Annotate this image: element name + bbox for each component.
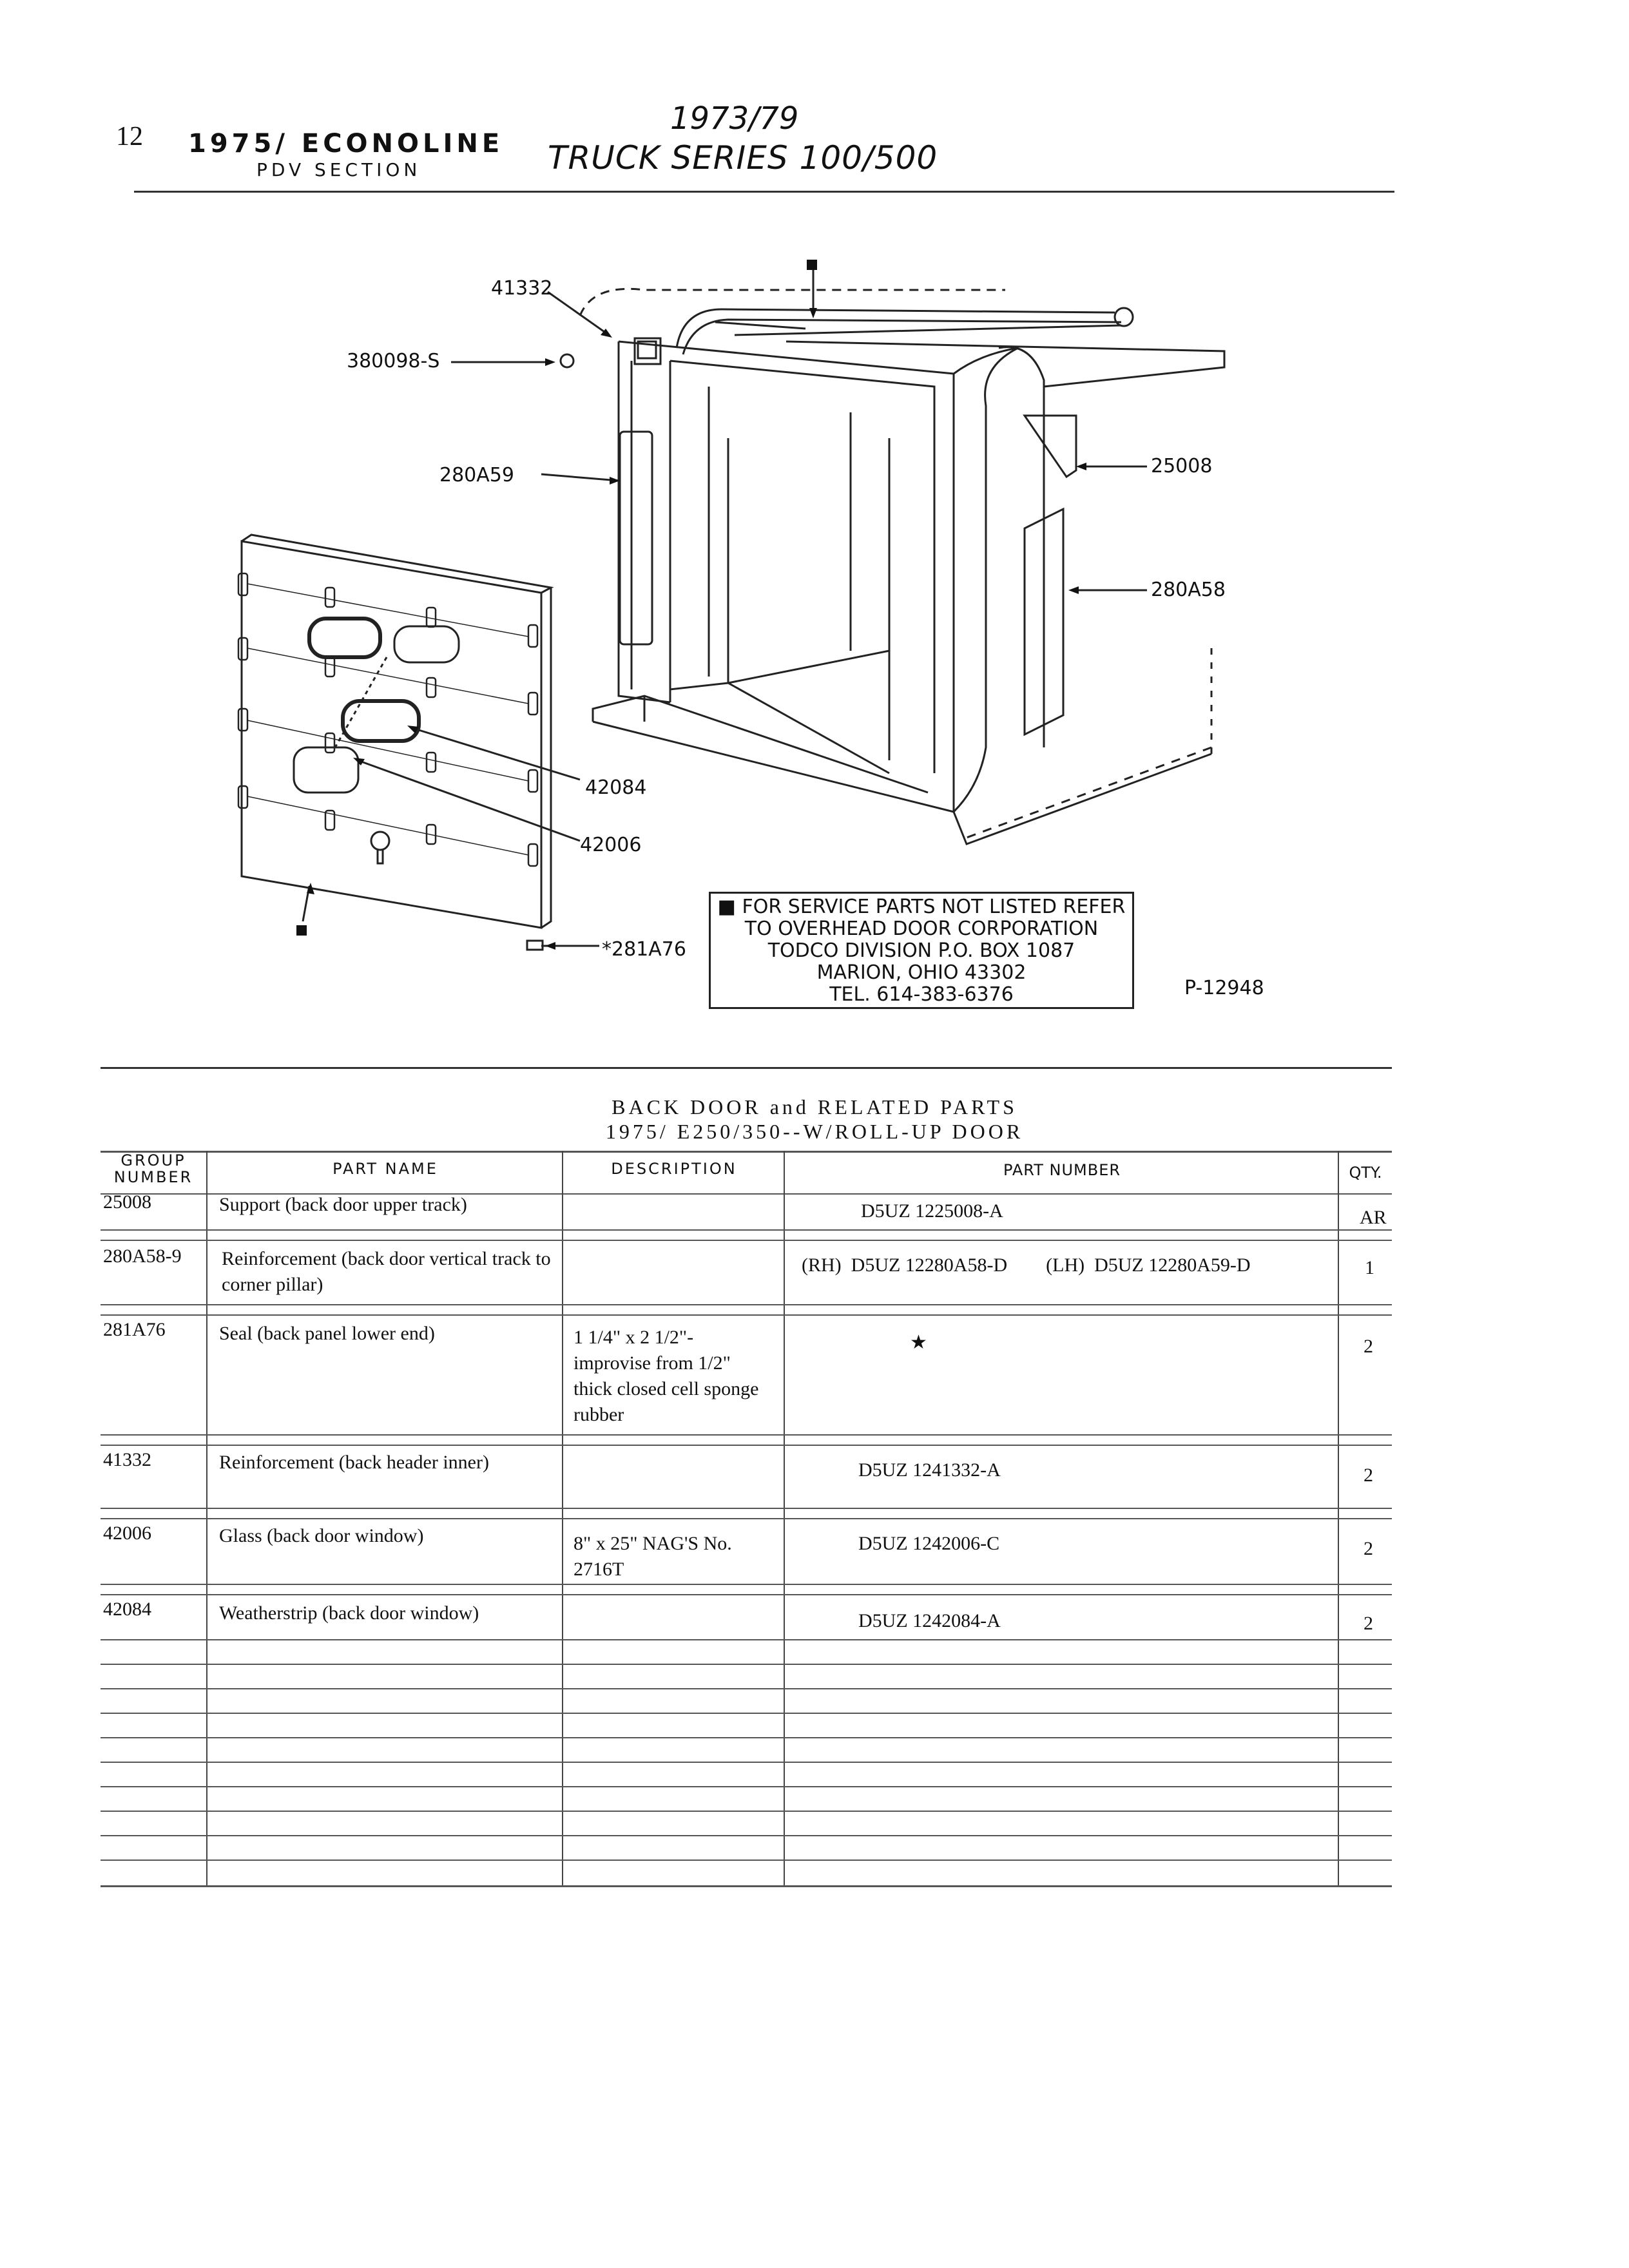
empty-row-rule xyxy=(101,1688,1392,1689)
table-top-rule xyxy=(101,1151,1392,1153)
empty-row-rule xyxy=(101,1737,1392,1738)
row-rule xyxy=(101,1594,1392,1595)
row-3-part-number: ★ xyxy=(910,1332,927,1353)
header-rule xyxy=(134,191,1394,193)
row-rule xyxy=(101,1304,1392,1305)
empty-row-rule xyxy=(101,1860,1392,1861)
row-4-name: Reinforcement (back header inner) xyxy=(219,1452,489,1473)
header-group-number: GROUP NUMBER xyxy=(113,1151,193,1186)
row-1-name: Support (back door upper track) xyxy=(219,1194,467,1215)
row-4-qty: 2 xyxy=(1364,1465,1373,1486)
row-1-qty: AR xyxy=(1360,1207,1387,1228)
empty-row-rule xyxy=(101,1713,1392,1714)
row-5-part-number: D5UZ 1242006-C xyxy=(858,1533,1000,1554)
row-2-qty: 1 xyxy=(1365,1257,1374,1278)
row-5-group: 42006 xyxy=(103,1523,151,1544)
publication-title: 1975/ ECONOLINE xyxy=(188,129,504,159)
row-3-name: Seal (back panel lower end) xyxy=(219,1323,435,1344)
callout-42084: 42084 xyxy=(585,776,647,799)
callout-280a58: 280A58 xyxy=(1151,579,1226,601)
header-part-number: PART NUMBER xyxy=(1003,1161,1121,1179)
empty-row-rule xyxy=(101,1786,1392,1787)
header-qty: QTY. xyxy=(1349,1164,1382,1182)
header-description: DESCRIPTION xyxy=(611,1160,737,1178)
row-5-qty: 2 xyxy=(1364,1538,1373,1559)
note-line-5: TEL. 614-383-6376 xyxy=(829,983,1014,1006)
row-3-description: 1 1/4" x 2 1/2"- improvise from 1/2" thick closed cell sponge rubber xyxy=(574,1327,759,1425)
row-rule xyxy=(101,1229,1392,1231)
row-3-qty: 2 xyxy=(1364,1336,1373,1357)
row-rule xyxy=(101,1584,1392,1585)
truck-series: TRUCK SERIES 100/500 xyxy=(548,139,938,177)
row-rule xyxy=(101,1240,1392,1241)
callout-281a76 xyxy=(602,938,686,961)
row-rule xyxy=(101,1518,1392,1519)
note-line-4: MARION, OHIO 43302 xyxy=(816,961,1027,984)
note-line-3: TODCO DIVISION P.O. BOX 1087 xyxy=(767,939,1075,962)
table-subtitle: 1975/ E250/350--W/ROLL-UP DOOR xyxy=(605,1120,1024,1143)
empty-row-rule xyxy=(101,1762,1392,1763)
star-icon: * xyxy=(602,938,612,961)
row-1-part-number: D5UZ 1225008-A xyxy=(861,1200,1003,1222)
service-parts-note xyxy=(709,892,1134,1009)
row-5-name: Glass (back door window) xyxy=(219,1525,424,1546)
row-2-name: Reinforcement (back door vertical track to corner pillar) xyxy=(222,1248,551,1295)
callout-25008: 25008 xyxy=(1151,455,1213,477)
empty-row-rule xyxy=(101,1835,1392,1836)
callout-42006: 42006 xyxy=(580,834,642,856)
table-title: BACK DOOR and RELATED PARTS xyxy=(612,1095,1017,1119)
row-rule xyxy=(101,1508,1392,1509)
row-rule xyxy=(101,1434,1392,1436)
callout-281a76-number: 281A76 xyxy=(612,938,686,961)
row-1-group: 25008 xyxy=(103,1191,151,1213)
row-rule xyxy=(101,1314,1392,1316)
row-3-group: 281A76 xyxy=(103,1319,166,1340)
row-6-name: Weatherstrip (back door window) xyxy=(219,1602,479,1624)
table-bottom-rule xyxy=(101,1885,1392,1887)
row-2-group: 280A58-9 xyxy=(103,1245,182,1267)
row-4-group: 41332 xyxy=(103,1449,151,1470)
row-6-part-number: D5UZ 1242084-A xyxy=(858,1610,1001,1631)
row-rule xyxy=(101,1445,1392,1446)
row-2-part-number: (RH) D5UZ 12280A58-D (LH) D5UZ 12280A59-D xyxy=(802,1254,1251,1276)
row-6-qty: 2 xyxy=(1364,1613,1373,1634)
empty-row-rule xyxy=(101,1811,1392,1812)
empty-row-rule xyxy=(101,1664,1392,1665)
page-number: 12 xyxy=(116,122,143,151)
note-line-1: ■ FOR SERVICE PARTS NOT LISTED REFER xyxy=(717,896,1126,918)
note-line-2: TO OVERHEAD DOOR CORPORATION xyxy=(744,918,1099,940)
header-part-name: PART NAME xyxy=(333,1160,438,1178)
callout-280a59: 280A59 xyxy=(439,464,514,486)
section-rule xyxy=(101,1067,1392,1069)
figure-number: P-12948 xyxy=(1184,977,1264,999)
model-years: 1973/79 xyxy=(670,101,799,137)
row-5-description: 8" x 25" NAG'S No. 2716T xyxy=(574,1533,732,1580)
row-rule xyxy=(101,1639,1392,1640)
section-label: PDV SECTION xyxy=(256,159,421,180)
row-4-part-number: D5UZ 1241332-A xyxy=(858,1459,1001,1481)
callout-380098-s: 380098-S xyxy=(347,350,440,372)
row-6-group: 42084 xyxy=(103,1599,151,1620)
callout-41332: 41332 xyxy=(491,277,553,300)
